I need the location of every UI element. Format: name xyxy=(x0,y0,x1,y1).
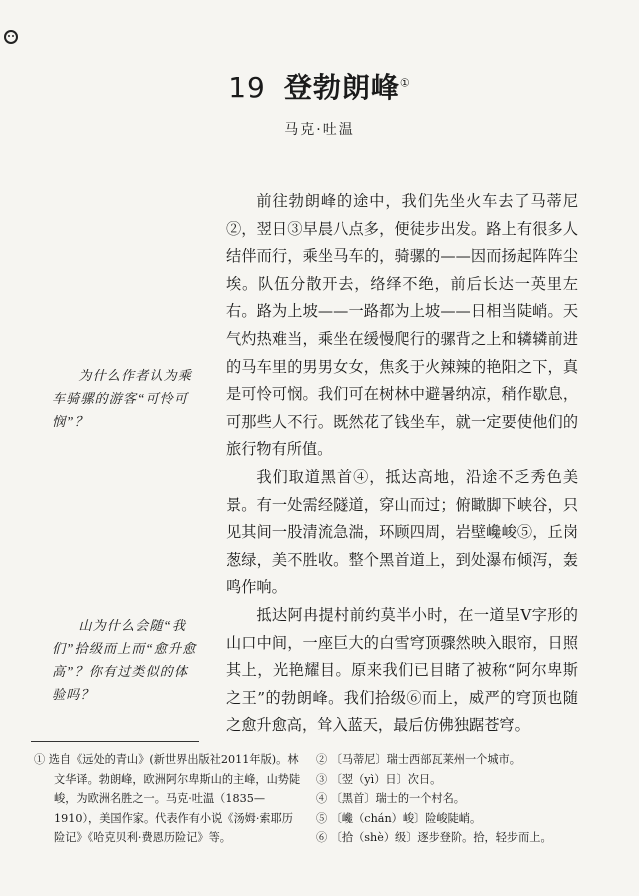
footnote-4: ④ 〔黑首〕瑞士的一个村名。 xyxy=(316,792,465,806)
paragraph-3: 抵达阿冉提村前约莫半小时，在一道呈V字形的山口中间，一座巨大的白雪穹顶骤然映入眼帘，日照其上，光艳耀目。原来我们已目睹了被称“阿尔卑斯之王”的勃朗峰。我们拾级⑥而上，威严的穹顶也随之愈升愈高，耸入蓝天，最后仿佛独踞苍穹。 xyxy=(226,605,578,735)
footnote-1: ① 选自《远处的青山》(新世界出版社2011年版)。林文华译。勃朗峰，欧洲阿尔卑斯山的主峰，山势陡峻，为欧洲名胜之一。马克·吐温（1835—1910），美国作家。代表作有小说《汤姆·索耶历险记》《哈克贝利·费恩历险记》等。 xyxy=(34,753,301,845)
footnote-divider xyxy=(31,741,199,742)
lesson-title: 登勃朗峰 xyxy=(283,71,400,104)
footnote-3: ③ 〔翌（yì）日〕次日。 xyxy=(316,772,442,786)
author-name: 马克·吐温 xyxy=(284,122,355,138)
footnote-2: ② 〔马蒂尼〕瑞士西部瓦莱州一个城市。 xyxy=(316,753,521,766)
lesson-number: 19 xyxy=(228,71,266,104)
footnote-5: ⑤ 〔巉（chán）峻〕险峻陡峭。 xyxy=(316,811,482,825)
title-footnote-mark: ① xyxy=(399,76,411,90)
footnote-6: ⑥ 〔拾（shè）级〕逐步登阶。拾，轻步而上。 xyxy=(316,831,552,845)
paragraph-1: 前往勃朗峰的途中，我们先坐火车去了马蒂尼②，翌日③早晨八点多，便徒步出发。路上有很多人结伴而行，乘坐马车的，骑骡的——因而扬起阵阵尘埃。队伍分散开去，络绎不绝，前后长达一英里左右。路为上坡——一路都为上坡——日相当陡峭。天气灼热难当，乘坐在缓慢爬行的骡背之上和辚辚前进的马车里的男男女女，焦炙于火辣辣的艳阳之下，真是可怜可悯。我们可在树林中避暑纳凉，稍作歇息，可那些人不行。既然花了钱坐车，就一定要使他们的旅行物有所值。 xyxy=(226,192,578,459)
main-text xyxy=(226,188,578,740)
side-question-1: 为什么作者认为乘车骑骡的游客“可怜可悯”？ xyxy=(52,368,192,429)
page-title xyxy=(0,66,639,106)
side-question-2: 山为什么会随“我们”拾级而上而“愈升愈高”？你有过类似的体验吗？ xyxy=(52,618,197,702)
paragraph-2: 我们取道黑首④，抵达高地，沿途不乏秀色美景。有一处需经隧道，穿山而过；俯瞰脚下峡谷，只见其间一股清流急湍，环顾四周，岩壁巉峻⑤，丘岗葱绿，美不胜收。整个黑首道上，到处瀑布倾泻，轰鸣作响。 xyxy=(226,467,578,597)
footnote-list xyxy=(316,750,616,848)
smiley-icon xyxy=(4,30,18,44)
